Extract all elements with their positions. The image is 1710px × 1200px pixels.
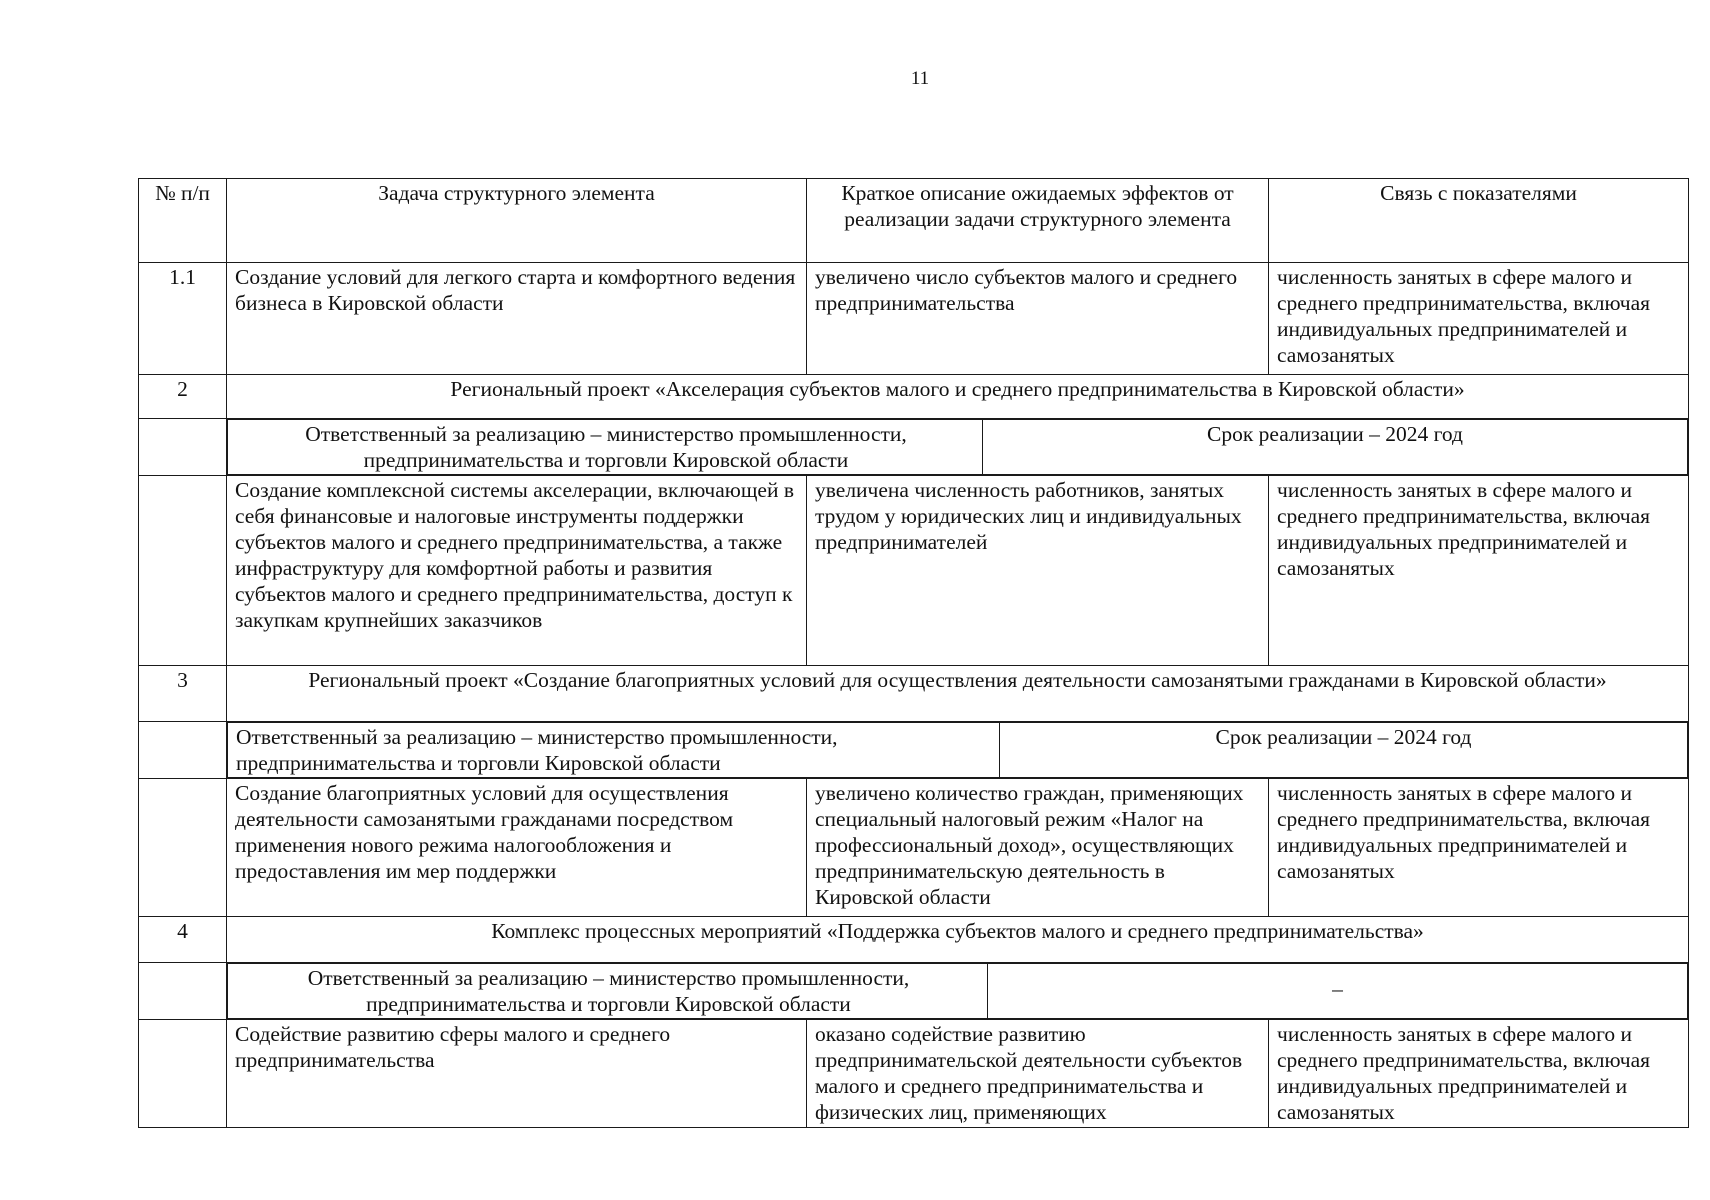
responsible-text: Ответственный за реализацию – министерство промышленности, предпринимательства и торговли Кировской области (228, 723, 1000, 778)
row-number: 3 (139, 666, 227, 722)
task-cell: Создание комплексной системы акселерации, включающей в себя финансовые и налоговые инструменты поддержки субъектов малого и среднего предпринимательства, а также инфраструктуру для комфортной работы и развития субъектов малого и среднего предпринимательства, доступ к закупкам крупнейших заказчиков (227, 476, 807, 666)
responsible-split (227, 419, 1688, 475)
empty-num-cell (139, 476, 227, 666)
responsible-split (227, 722, 1688, 778)
table-row-1-1 (139, 263, 1689, 375)
project-title-row-4 (139, 917, 1689, 963)
header-effect: Краткое описание ожидаемых эффектов от реализации задачи структурного элемента (807, 179, 1269, 263)
term-text: Срок реализации – 2024 год (983, 420, 1688, 475)
table-row-4 (139, 1020, 1689, 1128)
indicator-link-cell: численность занятых в сфере малого и среднего предпринимательства, включая индивидуальных предпринимателей и самозанятых (1269, 779, 1689, 917)
project-title: Региональный проект «Акселерация субъектов малого и среднего предпринимательства в Кировской области» (227, 375, 1689, 419)
responsible-row-2 (139, 419, 1689, 476)
task-cell: Содействие развитию сферы малого и среднего предпринимательства (227, 1020, 807, 1128)
empty-num-cell (139, 779, 227, 917)
term-text: – (988, 964, 1688, 1019)
empty-num-cell (139, 419, 227, 476)
responsible-row-4 (139, 963, 1689, 1020)
indicator-link-cell: численность занятых в сфере малого и среднего предпринимательства, включая индивидуальных предпринимателей и самозанятых (1269, 1020, 1689, 1128)
responsible-term-cell (227, 722, 1689, 779)
effect-cell: оказано содействие развитию предпринимательской деятельности субъектов малого и среднего предпринимательства и физических лиц, применяющих (807, 1020, 1269, 1128)
project-title-row-2 (139, 375, 1689, 419)
row-number: 1.1 (139, 263, 227, 375)
effect-cell: увеличено число субъектов малого и среднего предпринимательства (807, 263, 1269, 375)
table-row-2 (139, 476, 1689, 666)
effect-cell: увеличена численность работников, занятых трудом у юридических лиц и индивидуальных предпринимателей (807, 476, 1269, 666)
empty-num-cell (139, 722, 227, 779)
term-text: Срок реализации – 2024 год (1000, 723, 1688, 778)
responsible-text: Ответственный за реализацию – министерство промышленности, предпринимательства и торговли Кировской области (228, 420, 983, 475)
empty-num-cell (139, 1020, 227, 1128)
row-number: 2 (139, 375, 227, 419)
row-number: 4 (139, 917, 227, 963)
project-title-row-3 (139, 666, 1689, 722)
effect-cell: увеличено количество граждан, применяющих специальный налоговый режим «Налог на профессиональный доход», осуществляющих предпринимательскую деятельность в Кировской области (807, 779, 1269, 917)
header-num: № п/п (139, 179, 227, 263)
responsible-row-3 (139, 722, 1689, 779)
table-header-row (139, 179, 1689, 263)
responsible-term-cell (227, 963, 1689, 1020)
structural-elements-table (138, 178, 1689, 1128)
table-row-3 (139, 779, 1689, 917)
responsible-split (227, 963, 1688, 1019)
header-link: Связь с показателями (1269, 179, 1689, 263)
indicator-link-cell: численность занятых в сфере малого и среднего предпринимательства, включая индивидуальных предпринимателей и самозанятых (1269, 263, 1689, 375)
project-title: Региональный проект «Создание благоприятных условий для осуществления деятельности самозанятыми гражданами в Кировской области» (227, 666, 1689, 722)
page-number: 11 (910, 68, 930, 89)
task-cell: Создание условий для легкого старта и комфортного ведения бизнеса в Кировской области (227, 263, 807, 375)
indicator-link-cell: численность занятых в сфере малого и среднего предпринимательства, включая индивидуальных предпринимателей и самозанятых (1269, 476, 1689, 666)
project-title: Комплекс процессных мероприятий «Поддержка субъектов малого и среднего предпринимательства» (227, 917, 1689, 963)
header-task: Задача структурного элемента (227, 179, 807, 263)
responsible-text: Ответственный за реализацию – министерство промышленности, предпринимательства и торговли Кировской области (228, 964, 988, 1019)
responsible-term-cell (227, 419, 1689, 476)
empty-num-cell (139, 963, 227, 1020)
task-cell: Создание благоприятных условий для осуществления деятельности самозанятыми гражданами посредством применения нового режима налогообложения и предоставления им мер поддержки (227, 779, 807, 917)
